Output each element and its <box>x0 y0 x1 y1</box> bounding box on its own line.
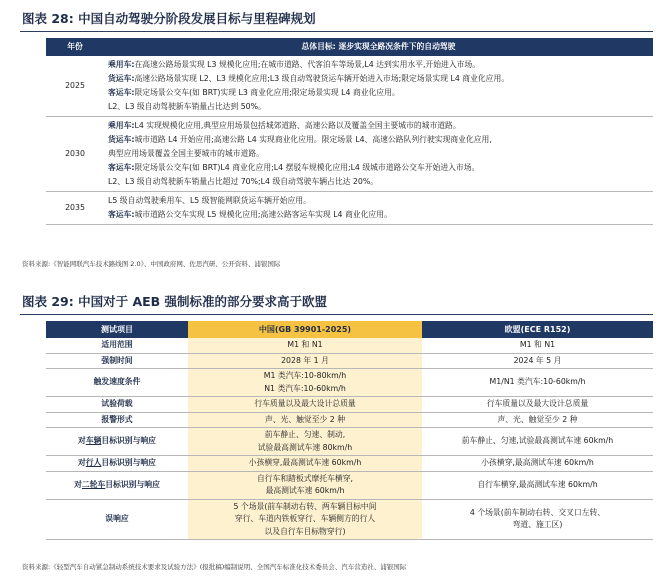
aeb-row <box>46 397 653 413</box>
vehicle-type-label: 乘用车: <box>108 121 135 130</box>
test-item-part: 车辆 <box>85 436 102 446</box>
china-value-cell <box>188 369 422 397</box>
year-cell: 2030 <box>46 117 104 192</box>
value-line: 行车质量以及最大设计总质量 <box>254 399 356 408</box>
value-line: 2024 年 5 月 <box>513 355 562 365</box>
aeb-table <box>46 321 653 540</box>
goal-line <box>108 100 649 114</box>
col-goal-header: 总体目标: 逐步实现全路况条件下的自动驾驶 <box>104 38 653 56</box>
value-line: 自行车和踏板式摩托车横穿, <box>256 473 354 483</box>
eu-value-cell <box>422 353 653 369</box>
goal-cell <box>104 56 653 117</box>
goal-text: 城市道路公交车实现 L5 规模化应用;高速公路客运车实现 L4 商业化应用。 <box>134 210 392 219</box>
eu-value-cell <box>422 412 653 428</box>
eu-value-cell <box>422 369 653 397</box>
value-line: M1 类汽车:10-80km/h <box>263 371 347 380</box>
value-line: 弯道、施工区) <box>512 520 563 530</box>
vehicle-type-label: 货运车: <box>108 135 135 144</box>
aeb-row <box>46 369 653 397</box>
value-line: 最高测试车速 60km/h <box>265 486 345 495</box>
goal-text: 限定场景公交车(如 BRT)L4 商业化应用;L4 摆驳车规模化应用;L4 级城市道路公交车开始进入市场。 <box>134 163 480 172</box>
test-item-cell: 强制时间 <box>46 353 188 369</box>
vehicle-type-label: 货运车: <box>108 74 135 83</box>
value-line: 5 个场景(前车制动右转、两车辆目标中间 <box>233 501 377 511</box>
col-year-header: 年份 <box>46 38 104 56</box>
test-item-part: 二轮车 <box>81 479 106 489</box>
china-value-cell <box>188 353 422 369</box>
title-rule <box>20 314 653 315</box>
aeb-row <box>46 499 653 540</box>
goal-text: 在高速公路场景实现 L3 规模化应用;在城市道路、代客泊车等场景,L4 达到实用水平,开始进入市场。 <box>134 60 481 69</box>
goal-line <box>108 133 649 147</box>
value-line: 以及自行车目标物穿行) <box>264 526 346 536</box>
milestone-row <box>46 56 653 117</box>
goal-line <box>108 72 649 86</box>
eu-value-cell <box>422 428 653 456</box>
test-item-part: 目标识别与响应 <box>101 436 156 446</box>
title-rule <box>20 31 653 32</box>
value-line: 前车静止、匀速、制动, <box>264 430 346 439</box>
aeb-row <box>46 353 653 369</box>
value-line: M1 和 N1 <box>287 340 323 349</box>
goal-text: L4 实现规模化应用,典型应用场景包括城郊道路、高速公路以及覆盖全国主要城市的城市道路。 <box>134 121 461 130</box>
value-line: 小孩横穿,最高测试车速 60km/h <box>248 458 362 467</box>
china-value-cell <box>188 471 422 499</box>
test-item-cell: 误响应 <box>46 499 188 540</box>
vehicle-type-label: 客运车: <box>108 163 135 172</box>
milestone-row <box>46 117 653 192</box>
china-value-cell <box>188 428 422 456</box>
aeb-row <box>46 471 653 499</box>
value-line: N1 类汽车:10-60km/h <box>264 383 346 393</box>
value-line: 行车质量以及最大设计总质量 <box>486 399 589 408</box>
value-line: 声、光、触觉至少 2 种 <box>497 414 578 424</box>
value-line: 穿行、车道内铁板穿行、车辆侧方的行人 <box>234 514 376 523</box>
china-value-cell <box>188 456 422 472</box>
aeb-row <box>46 428 653 456</box>
value-line: 自行车横穿,最高测试车速 60km/h <box>477 479 598 489</box>
eu-value-cell <box>422 456 653 472</box>
vehicle-type-label: 乘用车: <box>108 60 135 69</box>
test-item-cell <box>46 456 188 472</box>
test-item-cell: 适用范围 <box>46 338 188 353</box>
col-china-header: 中国(GB 39901-2025) <box>188 321 422 338</box>
test-item-cell: 试验荷载 <box>46 397 188 413</box>
china-value-cell <box>188 412 422 428</box>
value-line: M1/N1 类汽车:10-60km/h <box>489 377 586 387</box>
goal-text: L5 级自动驾驶乘用车、L5 级智能网联货运车辆开始应用。 <box>108 196 311 205</box>
test-item-part: 对 <box>78 436 86 446</box>
goal-line <box>108 208 649 222</box>
goal-cell <box>104 192 653 225</box>
test-item-cell: 报警形式 <box>46 412 188 428</box>
goal-line <box>108 119 649 133</box>
test-item-cell <box>46 428 188 456</box>
col-eu-header: 欧盟(ECE R152) <box>422 321 653 338</box>
goal-line <box>108 161 649 175</box>
test-item-part: 行人 <box>85 458 102 467</box>
test-item-part: 对 <box>74 479 82 489</box>
test-item-part: 目标识别与响应 <box>105 479 160 489</box>
aeb-row <box>46 338 653 353</box>
goal-line <box>108 86 649 100</box>
figure-28-source: 资料来源:《智能网联汽车技术路线图 2.0》、中国政府网、佐思汽研、公开资料、浦银国际 <box>22 260 281 268</box>
eu-value-cell <box>422 338 653 353</box>
goal-text: 城市道路 L4 开始应用;高速公路 L4 实现商业化应用。限定场景 L4、高速公路队列行驶实现商业化应用, <box>134 135 492 144</box>
goal-line <box>108 175 649 189</box>
aeb-row <box>46 412 653 428</box>
china-value-cell <box>188 499 422 540</box>
china-value-cell <box>188 338 422 353</box>
goal-text: 高速公路场景实现 L2、L3 规模化应用;L3 级自动驾驶货运车辆开始进入市场;限定场景实现 L4 商业化应用。 <box>134 74 510 83</box>
vehicle-type-label: 客运车: <box>108 210 135 219</box>
vehicle-type-label: 客运车: <box>108 88 135 97</box>
value-line: 前车静止、匀速,试验最高测试车速 60km/h <box>461 436 614 446</box>
goal-cell <box>104 117 653 192</box>
value-line: 试验最高测试车速 80km/h <box>257 442 353 452</box>
test-item-part: 目标识别与响应 <box>101 458 156 467</box>
eu-value-cell <box>422 471 653 499</box>
eu-value-cell <box>422 397 653 413</box>
test-item-cell: 触发速度条件 <box>46 369 188 397</box>
goal-text: L2、L3 级自动驾驶新车销量占比达到 50%。 <box>108 102 266 111</box>
figure-29-source: 资料来源:《轻型汽车自动紧急制动系统技术要求及试验方法》(报批稿)编制说明、全国汽车标准化技术委员会、汽车营造社、浦银国际 <box>22 563 407 571</box>
value-line: 小孩横穿,最高测试车速 60km/h <box>481 458 594 467</box>
test-item-cell <box>46 471 188 499</box>
goal-line <box>108 58 649 72</box>
goal-text: 限定场景公交车(如 BRT)实现 L3 商业化应用;限定场景实现 L4 商业化应用。 <box>134 88 400 97</box>
milestone-row <box>46 192 653 225</box>
eu-value-cell <box>422 499 653 540</box>
goal-line <box>108 194 649 208</box>
china-value-cell <box>188 397 422 413</box>
milestone-table <box>46 38 653 225</box>
test-item-part: 对 <box>78 458 86 467</box>
aeb-row <box>46 456 653 472</box>
year-cell: 2035 <box>46 192 104 225</box>
goal-text: 典型应用场景覆盖全国主要城市的城市道路。 <box>108 149 264 158</box>
value-line: 2028 年 1 月 <box>281 355 329 365</box>
value-line: 声、光、触觉至少 2 种 <box>264 414 346 424</box>
figure-28-title: 图表 28: 中国自动驾驶分阶段发展目标与里程碑规划 <box>22 11 316 26</box>
value-line: M1 和 N1 <box>519 340 556 349</box>
col-item-header: 测试项目 <box>46 321 188 338</box>
goal-line <box>108 147 649 161</box>
goal-text: L2、L3 级自动驾驶新车销量占比超过 70%;L4 级自动驾驶车辆占比达 20%。 <box>108 177 379 186</box>
figure-29-title: 图表 29: 中国对于 AEB 强制标准的部分要求高于欧盟 <box>22 294 328 309</box>
year-cell: 2025 <box>46 56 104 117</box>
value-line: 4 个场景(前车制动右转、交叉口左转、 <box>469 507 606 517</box>
